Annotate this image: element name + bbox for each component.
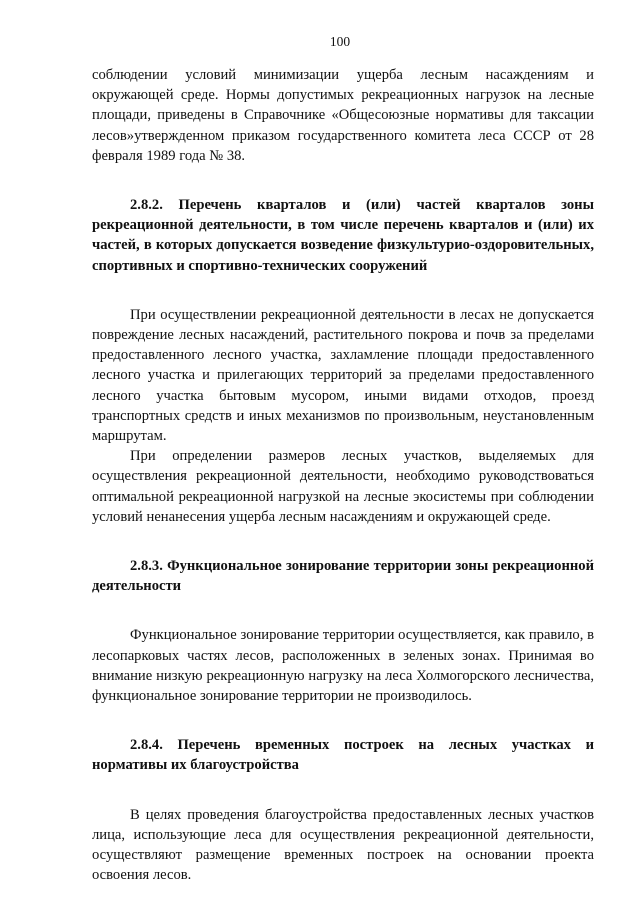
spacer [92, 706, 594, 735]
paragraph-recreation-restrictions: При осуществлении рекреационной деятельности в лесах не допускается повреждение лесных насаждений, растительного покрова и почв за пределами предоставленного лесного участка, захламление площади предоставленного лесного участка и прилегающих территорий за пределами предоставленного лесного участка бытовым мусором, иными видами отходов, проезд транспортных средств и иных механизмов по произвольным, неустановленным маршрутам. [92, 306, 594, 445]
paragraph-temporary-buildings: В целях проведения благоустройства предоставленных лесных участков лица, использующие леса для осуществления рекреационной деятельности, осуществляют размещение временных построек на основании проекта освоения лесов. [92, 806, 594, 884]
section-heading-2-8-4: 2.8.4. Перечень временных построек на лесных участках и нормативы их благоустройства [92, 737, 594, 774]
paragraph-plot-size: При определении размеров лесных участков, выделяемых для осуществления рекреационной деятельности, необходимо руководствоваться оптимальной рекреационной нагрузкой на лесные экосистемы при соблюдении условий ненанесения ущерба лесным насаждениям и окружающей среде. [92, 448, 594, 525]
section-heading-2-8-2: 2.8.2. Перечень кварталов и (или) частей кварталов зоны рекреационной деятельности, в том числе перечень кварталов и (или) их частей, в которых допускается возведение физкультурио-оздоровительных, спортивных и спортивно-технических сооружений [92, 197, 594, 274]
spacer [92, 276, 594, 305]
page-number: 100 [329, 34, 351, 49]
spacer [92, 776, 594, 805]
section-heading-2-8-3: 2.8.3. Функциональное зонирование территории зоны рекреационной деятельности [92, 558, 594, 595]
spacer [92, 527, 594, 556]
spacer [92, 596, 594, 625]
spacer [92, 166, 594, 195]
paragraph-functional-zoning: Функциональное зонирование территории осуществляется, как правило, в лесопарковых частях лесов, расположенных в зеленых зонах. Принимая во внимание низкую рекреационную нагрузку на леса Холмогорского лесничества, функциональное зонирование территории не производилось. [92, 627, 594, 705]
paragraph-continuation: соблюдении условий минимизации ущерба лесным насаждениям и окружающей среде. Нормы допустимых рекреационных нагрузок на лесные площади, приведены в Справочнике «Общесоюзные нормативы для таксации лесов»утвержденном приказом государственного комитета леса СССР от 28 февраля 1989 года № 38. [92, 67, 594, 164]
